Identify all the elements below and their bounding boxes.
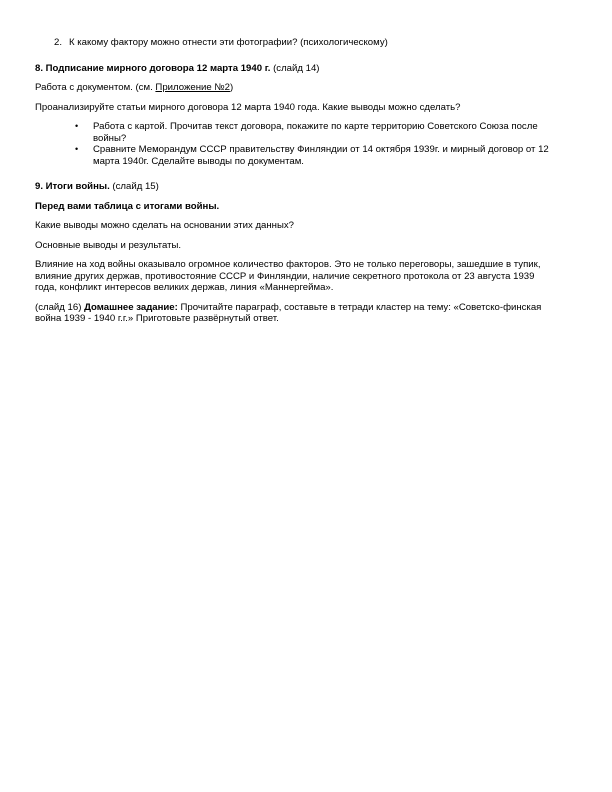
section-9-conclusions: Основные выводы и результаты. xyxy=(35,239,182,251)
section-8-heading xyxy=(35,63,552,75)
homework-slide: (слайд 16) xyxy=(35,301,85,313)
question-2-text: К какому фактору можно отнести эти фотографии? (психологическому) xyxy=(69,37,388,48)
section-9-paragraph: Влияние на ход войны оказывало огромное количество факторов. Это не только переговоры, зашедшие в тупик, влияние других держав, противостояние СССР и Финляндии, наличие секретного протокола от 23 августа 1939 года, конфликт интересов великих держав, линия «Маннергейма». xyxy=(35,259,541,293)
bullet-icon: • xyxy=(75,121,79,131)
bullet-text: Работа с картой. Прочитав текст договора, покажите по карте территорию Советского Союза после войны? xyxy=(93,121,538,144)
section-8-title: 8. Подписание мирного договора 12 марта 1940 г. xyxy=(35,62,271,74)
section-8-question: Проанализируйте статьи мирного договора 12 марта 1940 года. Какие выводы можно сделать? xyxy=(35,101,461,113)
bullet-icon: • xyxy=(75,144,79,154)
section-8-bullet-list xyxy=(35,121,552,167)
homework-paragraph xyxy=(35,302,552,325)
section-9-title: 9. Итоги войны. xyxy=(35,181,110,192)
homework-label: Домашнее задание: xyxy=(84,301,178,313)
question-2 xyxy=(54,37,552,49)
appendix-2-link[interactable]: Приложение №2 xyxy=(155,82,230,93)
section-8-doc-suffix: ) xyxy=(229,82,234,93)
section-9-table-intro: Перед вами таблица с итогами войны. xyxy=(35,200,220,212)
list-item xyxy=(75,144,552,167)
section-9-heading xyxy=(35,181,552,193)
section-8-slide: (слайд 14) xyxy=(270,62,320,74)
section-9-question: Какие выводы можно сделать на основании этих данных? xyxy=(35,220,295,231)
homework-text: Прочитайте параграф, составьте в тетради кластер на тему: «Советско-финская война 1939 - 1940 г.г.» Приготовьте развёрнутый ответ. xyxy=(35,301,542,324)
list-item xyxy=(75,121,552,144)
bullet-text: Сравните Меморандум СССР правительству Финляндии от 14 октября 1939г. и мирный договор от 12 марта 1940г. Сделайте выводы по документам. xyxy=(93,144,549,167)
section-9-slide: (слайд 15) xyxy=(109,181,159,192)
section-8-doc-prefix: Работа с документом. (см. xyxy=(35,82,156,93)
question-2-number: 2. xyxy=(54,37,63,48)
section-8-document-line xyxy=(35,82,552,94)
